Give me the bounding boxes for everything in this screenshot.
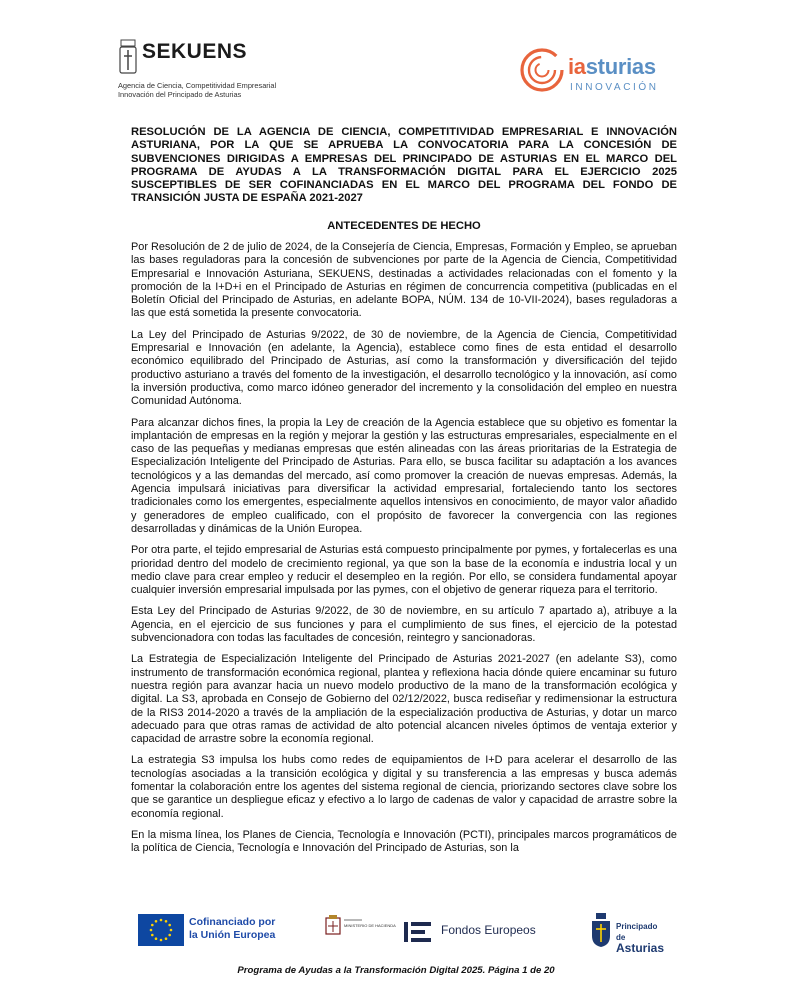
fondos-europeos-label: Fondos Europeos: [441, 923, 536, 937]
svg-text:MINISTERIO DE HACIENDA: MINISTERIO DE HACIENDA: [344, 923, 396, 928]
iasturias-ring-icon: [518, 46, 566, 94]
sekuens-logo: [118, 38, 308, 102]
principado-label: Principado de Asturias: [616, 922, 665, 955]
paragraph: Por otra parte, el tejido empresarial de Asturias está compuesto principalmente por pymes, y fortalecerlas es una prioridad dentro del modelo de crecimiento regional, ya que son la base de la economía e industria local y un medio clave para crear empleo y reducir el desempleo en la región. Por ello, se considera fundamental apoyar cualquier inversión empresarial impulsada por las pymes, con el objetivo de generar riqueza para el territorio.: [131, 544, 677, 597]
asturias-shield-icon: [118, 38, 138, 78]
paragraph: Por Resolución de 2 de julio de 2024, de la Consejería de Ciencia, Empresas, Formación y Empleo, se aprueban las bases reguladoras para la concesión de subvenciones por parte de la Agencia de Ciencia, Competitividad Empresarial e Innovación Asturiana, SEKUENS, destinadas a actividades relacionadas con el fomento y la promoción de la I+D+i en el Principado de Asturias en régimen de concurrencia competitiva (publicadas en el Boletín Oficial del Principado de Asturias, en adelante BOPA, NÚM. 134 de 10-VII-2024), bases reguladoras a las que está sometida la presente convocatoria.: [131, 241, 677, 320]
sekuens-subtitle: Agencia de Ciencia, Competitividad Empresarial Innovación del Principado de Asturias: [118, 81, 277, 99]
ministerio-hacienda-logo: [324, 914, 396, 948]
iasturias-subtitle: INNOVACIÓN: [570, 82, 659, 93]
paragraph: La estrategia S3 impulsa los hubs como redes de equipamientos de I+D para acelerar el desarrollo de las tecnologías asociadas a la transición ecológica y digital y su transferencia a las empresas y busca además fomentar la colaboración entre los agentes del sistema regional de ciencia, priorizando sectores clave sobre los que se garantice un despliegue eficaz y efectivo a lo largo de cadenas de valor y capacidad de arrastre sobre la economía regional.: [131, 754, 677, 820]
document-body: [131, 241, 677, 855]
section-heading: ANTECEDENTES DE HECHO: [327, 220, 481, 232]
principado-crest-icon: [590, 912, 612, 948]
paragraph: La Estrategia de Especialización Inteligente del Principado de Asturias 2021-2027 (en adelante S3), como instrumento de transformación económica regional, plantea y reflexiona hacia dónde quiere encaminar su futuro nuestra región para avanzar hacia un nuevo modelo productivo de la mano de la transformación ecológica y digital. La S3, aprobada en Consejo de Gobierno del 02/12/2022, busca rediseñar y redimensionar la estructura de la RIS3 2014-2020 a través de la ampliación de la especialización productiva de Asturias, y dotar un marco adecuado para que otras ramas de actividad de alto potencial alcancen niveles óptimos de ventaja exterior y capacidad de arrastre sobre la economía regional.: [131, 653, 677, 746]
iasturias-wordmark: iasturias: [568, 54, 656, 79]
iasturias-logo: [518, 46, 678, 98]
fondos-europeos-icon: [404, 922, 434, 942]
paragraph: La Ley del Principado de Asturias 9/2022, de 30 de noviembre, de la Agencia de Ciencia, Competitividad Empresarial e Innovación (en adelante, la Agencia), establece como fines de esta entidad el desarrollo económico equilibrado del Principado de Asturias, así como la transformación y diversificación del tejido productivo asturiano a través del fomento de la investigación, el desarrollo tecnológico y la innovación, así como la inversión productiva, como marco idóneo generador del incremento y la consolidación del empleo en nuestra Comunidad Autónoma.: [131, 328, 677, 408]
document-title: RESOLUCIÓN DE LA AGENCIA DE CIENCIA, COMPETITIVIDAD EMPRESARIAL E INNOVACIÓN ASTURIANA, POR LA QUE SE APRUEBA LA CONVOCATORIA PARA LA CONCESIÓN DE SUBVENCIONES DIRIGIDAS A EMPRESAS DEL PRINCIPADO DE ASTURIAS EN EL MARCO DEL PROGRAMA DE AYUDAS A LA TRANSFORMACIÓN DIGITAL PARA EL EJERCICIO 2025 SUSCEPTIBLES DE SER COFINANCIADAS EN EL MARCO DEL PROGRAMA DEL FONDO DE TRANSICIÓN JUSTA DE ESPAÑA 2021-2027: [131, 126, 677, 205]
paragraph: En la misma línea, los Planes de Ciencia, Tecnología e Innovación (PCTI), principales marcos programáticos de la política de Ciencia, Tecnología e Innovación del Principado de Asturias, son la: [131, 828, 677, 855]
page-footer-caption: Programa de Ayudas a la Transformación Digital 2025. Página 1 de 20: [237, 965, 555, 976]
sekuens-wordmark: SEKUENS: [142, 40, 248, 63]
eu-cofinance-label: Cofinanciado por la Unión Europea: [189, 916, 276, 941]
footer-logos: [138, 912, 668, 955]
paragraph: Para alcanzar dichos fines, la propia la Ley de creación de la Agencia establece que su objetivo es fomentar la implantación de empresas en la región y mejorar la gestión y las estructuras empresariales, especialmente en el caso de las pequeñas y medianas empresas que estén alineadas con las áreas prioritarias de la Estrategia de Especialización Inteligente del Principado de Asturias. Para ello, se busca facilitar su adaptación a los avances tecnológicos y a las demandas del mercado, así como promover la creación de nuevas empresas. Además, la Agencia impulsará iniciativas para diversificar la actividad empresarial, fortaleciendo tanto los sectores tradicionales como los emergentes, especialmente aquellos intensivos en conocimiento, de mayor valor añadido y generadores de empleo cualificado, con el propósito de favorecer la convergencia con las regiones desarrolladas y dinámicas de la Unión Europea.: [131, 416, 677, 535]
eu-flag-icon: [138, 914, 184, 946]
paragraph: Esta Ley del Principado de Asturias 9/2022, de 30 de noviembre, en su artículo 7 apartado a), atribuye a la Agencia, en el ejercicio de sus funciones y para el cumplimiento de sus fines, el ejercicio de la potestad subvencionadora con todas las facultades de concesión, reintegro y sancionadoras.: [131, 605, 677, 645]
